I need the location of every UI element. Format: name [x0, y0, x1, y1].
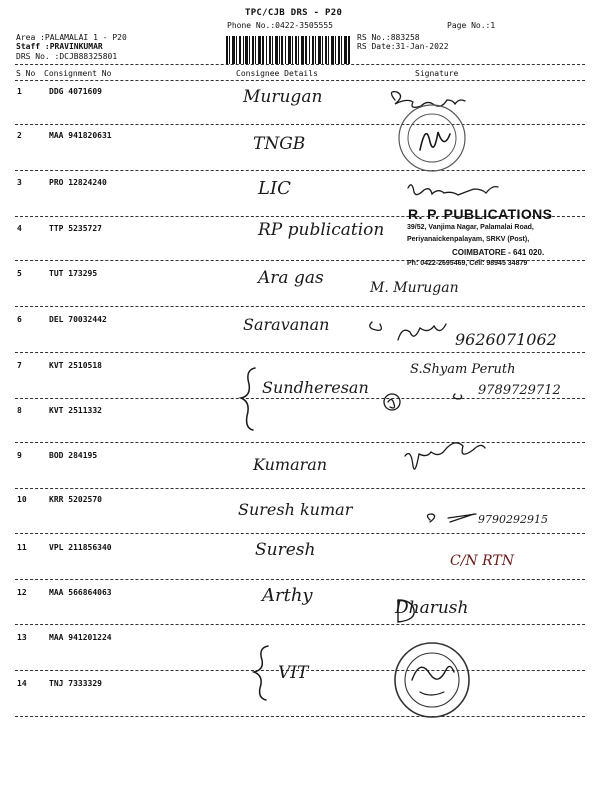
row-consignment: TNJ 7333329 — [49, 679, 102, 688]
row-divider — [15, 488, 585, 489]
header-divider-bottom — [15, 80, 585, 81]
row-divider — [15, 716, 585, 717]
sheet-title: TPC/CJB DRS - P20 — [245, 8, 343, 18]
row-consignment: PRO 12824240 — [49, 178, 107, 187]
staff-label: Staff :PRAVINKUMAR — [16, 42, 103, 51]
row-consignment: MAA 941201224 — [49, 633, 112, 642]
row-sno: 10 — [17, 495, 27, 504]
row-sno: 14 — [17, 679, 27, 688]
phone-number: Phone No.:0422-3505555 — [227, 21, 333, 30]
stamp-company-name: R. P. PUBLICATIONS — [408, 206, 553, 222]
row-sno: 9 — [17, 451, 22, 460]
signature-phone: 9626071062 — [455, 330, 557, 349]
signature-phone: 9789729712 — [478, 383, 561, 398]
row-sno: 8 — [17, 406, 22, 415]
row-sno: 3 — [17, 178, 22, 187]
row-divider — [15, 579, 585, 580]
row-consignment: TUT 173295 — [49, 269, 98, 278]
signature-scribble — [391, 92, 465, 108]
col-sno: S No — [16, 69, 36, 78]
row-sno: 6 — [17, 315, 22, 324]
consignee-name: TNGB — [253, 134, 306, 154]
consignee-name: Arthy — [262, 585, 313, 606]
row-sno: 4 — [17, 224, 22, 233]
row-divider — [15, 624, 585, 625]
consignee-name: Murugan — [243, 87, 323, 107]
signature-text: M. Murugan — [370, 280, 459, 296]
signature-name: S.Shyam Peruth — [410, 362, 516, 377]
row-divider — [15, 124, 585, 125]
area-label: Area :PALAMALAI 1 - P20 — [16, 33, 127, 42]
consignee-name: Kumaran — [253, 455, 328, 474]
consignee-name: Suresh — [255, 540, 316, 560]
row-divider — [15, 442, 585, 443]
stamp-address-line: 39/52, Vanjima Nagar, Palamalai Road, — [407, 224, 534, 231]
consignee-name: Ara gas — [258, 268, 324, 288]
col-consignment: Consignment No — [44, 69, 112, 78]
signature-scribble — [398, 324, 446, 340]
row-consignment: TTP 5235727 — [49, 224, 102, 233]
row-consignment: MAA 566864063 — [49, 588, 112, 597]
signature-scribble — [405, 443, 485, 469]
consignee-name: Sundheresan — [262, 378, 369, 397]
row-consignment: KVT 2510518 — [49, 361, 102, 370]
signature-scribble — [408, 185, 498, 195]
col-consignee: Consignee Details — [236, 69, 318, 78]
stamp-address-line: Periyanaickenpalayam, SRKV (Post), — [407, 236, 530, 243]
institute-round-stamp — [395, 643, 469, 717]
row-consignment: KVT 2511332 — [49, 406, 102, 415]
row-divider — [15, 533, 585, 534]
bank-round-stamp — [399, 105, 465, 171]
consignee-name: Suresh kumar — [238, 500, 353, 519]
stamp-address-line: COIMBATORE - 641 020. — [452, 248, 545, 257]
consignee-name: Saravanan — [243, 315, 330, 334]
header-divider-top — [15, 64, 585, 65]
return-note: C/N RTN — [450, 553, 515, 569]
row-sno: 5 — [17, 269, 22, 278]
row-consignment: DDG 4071609 — [49, 87, 102, 96]
row-consignment: KRR 5202570 — [49, 495, 102, 504]
barcode-image — [226, 36, 350, 64]
row-sno: 2 — [17, 131, 22, 140]
rs-number: RS No.:883258 — [357, 33, 420, 42]
col-signature: Signature — [415, 69, 459, 78]
row-sno: 13 — [17, 633, 27, 642]
consignee-name: LIC — [258, 178, 291, 199]
drs-number: DRS No. :DCJB88325801 — [16, 52, 118, 61]
row-divider — [15, 398, 585, 399]
row-consignment: VPL 211856340 — [49, 543, 112, 552]
row-sno: 7 — [17, 361, 22, 370]
consignee-name: VIT — [278, 663, 309, 683]
row-sno: 1 — [17, 87, 22, 96]
row-divider — [15, 352, 585, 353]
signature-text: Dharush — [395, 598, 469, 618]
consignee-name: RP publication — [258, 220, 385, 240]
signature-phone: 9790292915 — [478, 513, 548, 526]
row-sno: 12 — [17, 588, 27, 597]
row-consignment: BOD 284195 — [49, 451, 98, 460]
row-consignment: MAA 941820631 — [49, 131, 112, 140]
rs-date: RS Date:31-Jan-2022 — [357, 42, 449, 51]
row-sno: 11 — [17, 543, 27, 552]
stamp-phone-line: Ph: 0422-2695469, Cell: 98945 34879 — [407, 260, 528, 267]
page-number: Page No.:1 — [447, 21, 496, 30]
row-divider — [15, 170, 585, 171]
row-consignment: DEL 70032442 — [49, 315, 107, 324]
row-divider — [15, 306, 585, 307]
